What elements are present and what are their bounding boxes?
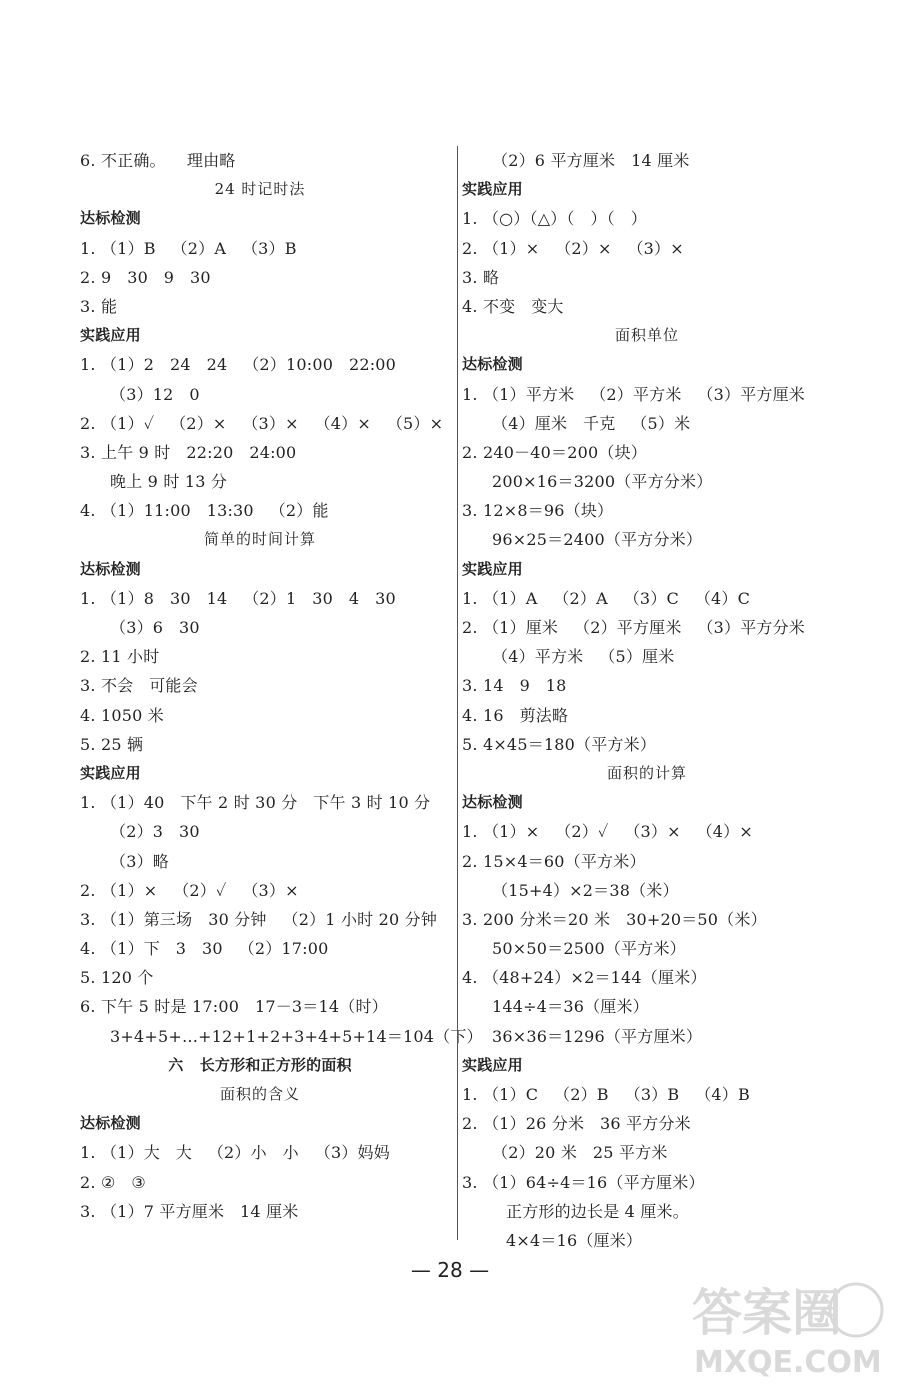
- column-divider: [457, 146, 458, 1240]
- section-heading: 达标检测: [462, 793, 523, 812]
- answer-line: 5. 25 辆: [80, 734, 144, 754]
- lesson-title: 六 长方形和正方形的面积: [168, 1055, 352, 1074]
- answer-line: 200×16＝3200（平方分米）: [492, 472, 713, 492]
- section-heading: 达标检测: [80, 1114, 141, 1133]
- answer-line: （4）厘米 千克 （5）米: [492, 413, 691, 433]
- lesson-title: 面积单位: [614, 326, 679, 345]
- answer-line: （3）6 30: [110, 618, 200, 637]
- section-heading: 实践应用: [80, 763, 141, 782]
- answer-line: 2. （1）✓ （2）× （3）× （4）× （5）×: [80, 413, 444, 433]
- answer-line: 1. （1）大 大 （2）小 小 （3）妈妈: [80, 1143, 390, 1163]
- answer-line: 1. （1）8 30 14 （2）1 30 4 30: [80, 588, 396, 608]
- answer-line: 1. （1）平方米 （2）平方米 （3）平方厘米: [462, 384, 806, 404]
- answer-line: 3. 能: [80, 296, 118, 316]
- answer-line: 2. 240－40＝200（块）: [462, 442, 647, 462]
- answer-line: 3. 不会 可能会: [80, 676, 198, 696]
- watermark-main-text: 答案圈: [692, 1284, 842, 1342]
- answer-line: 36×36＝1296（平方厘米）: [492, 1026, 703, 1046]
- answer-line: 2. （1）26 分米 36 平方分米: [462, 1114, 691, 1134]
- answer-line: 3. 200 分米＝20 米 30+20＝50（米）: [462, 909, 767, 929]
- lesson-title: 简单的时间计算: [203, 530, 316, 549]
- answer-line: 3+4+5+…+12+1+2+3+4+5+14＝104（下）: [110, 1026, 483, 1046]
- answer-line: 1. （1）2 24 24 （2）10:00 22:00: [80, 355, 397, 375]
- section-heading: 达标检测: [80, 209, 141, 228]
- answer-line: 2. 11 小时: [80, 647, 160, 667]
- lesson-title: 24 时记时法: [214, 180, 306, 199]
- section-heading: 实践应用: [462, 559, 523, 578]
- answer-line: 4. （1）下 3 30 （2）17:00: [80, 939, 329, 959]
- answer-line: 2. （1）厘米 （2）平方厘米 （3）平方分米: [462, 618, 806, 637]
- answer-line: 1. （1）A （2）A （3）C （4）C: [462, 588, 751, 608]
- answer-line: 4. 1050 米: [80, 705, 164, 725]
- section-heading: 实践应用: [462, 1055, 523, 1074]
- answer-line: 4. 16 剪法略: [462, 705, 569, 725]
- answer-line: 3. 12×8＝96（块）: [462, 501, 614, 521]
- right-column: [462, 146, 832, 1255]
- answer-line: 1. （○）（△）（ ）（ ）: [462, 209, 647, 229]
- answer-line: 4. 不变 变大: [462, 296, 564, 316]
- answer-line: 1. （1）× （2）✓ （3）× （4）×: [462, 822, 753, 842]
- answer-line: （2）6 平方厘米 14 厘米: [492, 151, 690, 170]
- answer-line: 4. （48+24）×2＝144（厘米）: [462, 968, 707, 988]
- answer-line: 3. 上午 9 时 22:20 24:00: [80, 442, 297, 462]
- answer-line: 4. （1）11:00 13:30 （2）能: [80, 501, 329, 521]
- answer-line: 3. （1）64÷4＝16（平方厘米）: [462, 1172, 705, 1192]
- answer-line: 6. 下午 5 时是 17:00 17－3＝14（时）: [80, 997, 388, 1017]
- answer-line: 晚上 9 时 13 分: [110, 472, 228, 492]
- answer-line: （15+4）×2＝38（米）: [492, 880, 679, 900]
- answer-line: 1. （1）40 下午 2 时 30 分 下午 3 时 10 分: [80, 793, 431, 813]
- answer-line: 5. 4×45＝180（平方米）: [462, 734, 657, 754]
- answer-line: 144÷4＝36（厘米）: [492, 997, 649, 1017]
- answer-line: （3）12 0: [110, 384, 200, 404]
- answer-line: 3. （1）第三场 30 分钟 （2）1 小时 20 分钟: [80, 909, 438, 929]
- section-heading: 达标检测: [462, 355, 523, 374]
- answer-line: 3. （1）7 平方厘米 14 厘米: [80, 1201, 299, 1221]
- section-heading: 达标检测: [80, 559, 141, 578]
- answer-line: 3. 14 9 18: [462, 676, 567, 696]
- answer-line: 1. （1）B （2）A （3）B: [80, 238, 297, 258]
- answer-line: 5. 120 个: [80, 968, 154, 988]
- answer-line: （2）3 30: [110, 822, 200, 842]
- answer-line: 2. ② ③: [80, 1172, 146, 1192]
- left-column: [80, 146, 483, 1226]
- answer-line: 1. （1）C （2）B （3）B （4）B: [462, 1085, 750, 1104]
- answer-line: （4）平方米 （5）厘米: [492, 647, 675, 667]
- watermark-url-text: MXQE.COM: [694, 1345, 882, 1380]
- answer-line: 6. 不正确。 理由略: [80, 151, 236, 170]
- section-heading: 实践应用: [80, 326, 141, 345]
- answer-line: 3. 略: [462, 267, 500, 287]
- answer-line: 96×25＝2400（平方分米）: [492, 530, 703, 550]
- watermark-logo: [688, 1272, 888, 1382]
- answer-line: 4×4＝16（厘米）: [506, 1230, 643, 1250]
- answer-line: 2. （1）× （2）✓ （3）×: [80, 880, 299, 900]
- lesson-title: 面积的计算: [606, 763, 687, 782]
- answer-line: （3）略: [110, 851, 169, 871]
- page-number: — 28 —: [410, 1258, 490, 1282]
- answer-line: 2. 15×4＝60（平方米）: [462, 851, 646, 871]
- lesson-title: 面积的含义: [219, 1085, 300, 1103]
- answer-line: 2. （1）× （2）× （3）×: [462, 238, 684, 258]
- answer-line: 正方形的边长是 4 厘米。: [506, 1201, 689, 1221]
- answer-line: 2. 9 30 9 30: [80, 267, 211, 287]
- section-heading: 实践应用: [462, 180, 523, 199]
- answer-line: 50×50＝2500（平方米）: [492, 939, 686, 959]
- answer-line: （2）20 米 25 平方米: [492, 1143, 668, 1163]
